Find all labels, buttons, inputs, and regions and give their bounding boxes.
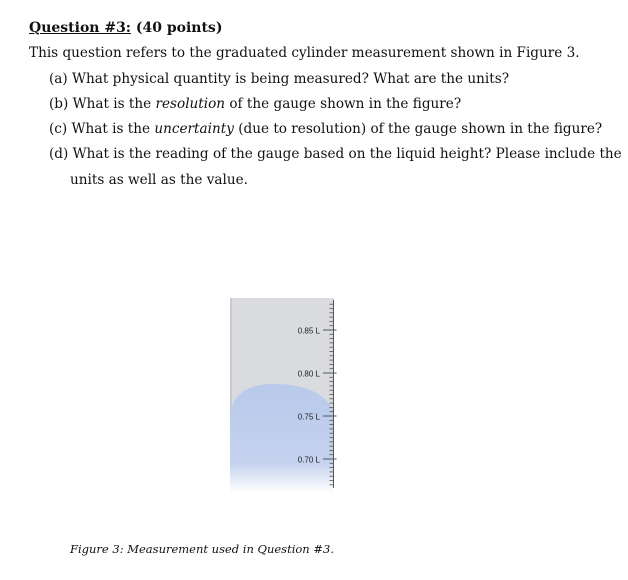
part-c-pre: (c) What is the xyxy=(49,121,155,137)
question-number: Question #3: xyxy=(29,20,131,36)
part-c xyxy=(49,121,602,137)
part-d-line-1: (d) What is the reading of the gauge based on the liquid height? Please include the xyxy=(49,146,622,162)
liquid xyxy=(230,384,334,493)
part-d-line-2: units as well as the value. xyxy=(70,172,248,188)
graduated-cylinder-figure xyxy=(226,298,346,493)
part-b-post: of the gauge shown in the figure? xyxy=(225,96,462,112)
cylinder-svg xyxy=(226,298,346,493)
part-a: (a) What physical quantity is being measured? What are the units? xyxy=(49,71,509,87)
question-heading xyxy=(29,20,222,36)
part-b-emphasis: resolution xyxy=(155,96,226,112)
scale-label-070: 0.70 L xyxy=(297,455,320,465)
part-b-pre: (b) What is the xyxy=(49,96,156,112)
scale-label-075: 0.75 L xyxy=(297,412,320,422)
figure-caption: Figure 3: Measurement used in Question #3. xyxy=(70,542,334,556)
question-points: (40 points) xyxy=(135,20,223,36)
part-b xyxy=(49,96,461,112)
question-intro: This question refers to the graduated cylinder measurement shown in Figure 3. xyxy=(29,45,580,61)
scale-label-080: 0.80 L xyxy=(297,369,320,379)
part-c-emphasis: uncertainty xyxy=(154,121,234,137)
scale-label-085: 0.85 L xyxy=(297,326,320,336)
part-c-post: (due to resolution) of the gauge shown in the figure? xyxy=(233,121,603,137)
